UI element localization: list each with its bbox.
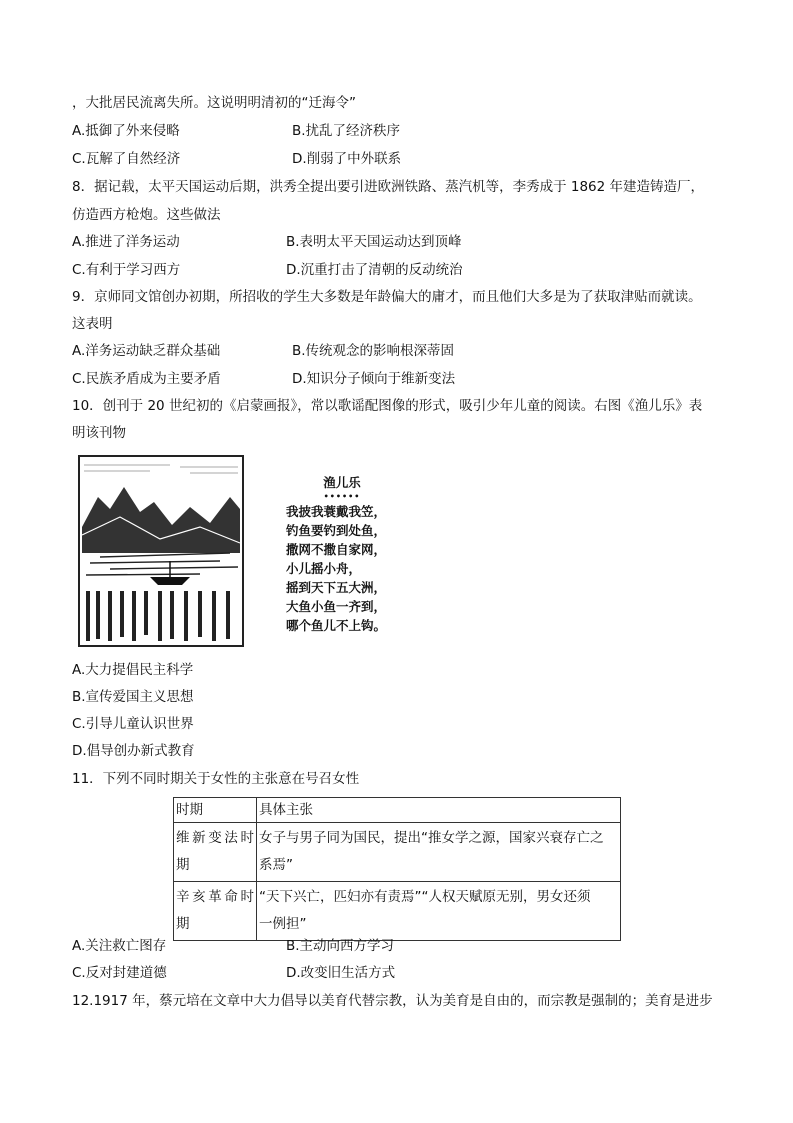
period-text: 辛亥革命时: [176, 889, 254, 905]
yuerle-woodcut-image: [78, 455, 244, 647]
q7-option-c: C.瓦解了自然经济: [72, 151, 181, 167]
q11-option-d: D.改变旧生活方式: [286, 965, 396, 981]
q7-stem: ，大批居民流离失所。这说明明清初的“迁海令”: [72, 95, 356, 111]
table-row: [174, 882, 621, 941]
q8-stem-line2: 仿造西方枪炮。这些做法: [72, 207, 221, 223]
q11-option-b: B.主动向西方学习: [286, 938, 395, 954]
landscape-illustration: [80, 457, 242, 645]
poem-title: 渔儿乐: [323, 475, 361, 490]
claim-text: 女子与男子同为国民，提出“推女学之源，国家兴衰存亡之: [259, 830, 604, 846]
q10-option-a: A.大力提倡民主科学: [72, 662, 194, 678]
q7-option-b: B.扰乱了经济秩序: [292, 123, 401, 139]
q9-option-b: B.传统观念的影响根深蒂固: [292, 343, 455, 359]
claim-text: 一例担”: [259, 916, 307, 932]
table-cell-claim: [257, 882, 621, 941]
table-cell-claim: [257, 823, 621, 882]
poem-ornament: ••••••: [323, 492, 361, 501]
q7-option-a: A.抵御了外来侵略: [72, 123, 180, 139]
yuerle-poem: [286, 473, 392, 635]
q11-stem: 11．下列不同时期关于女性的主张意在号召女性: [72, 771, 360, 787]
q10-stem-line1: 10．创刊于 20 世纪初的《启蒙画报》，常以歌谣配图像的形式，吸引少年儿童的阅读。右图《渔儿乐》表: [72, 398, 703, 414]
q9-option-a: A.洋务运动缺乏群众基础: [72, 343, 221, 359]
q8-stem-line1: 8．据记载，太平天国运动后期，洪秀全提出要引进欧洲铁路、蒸汽机等，李秀成于 1862 年建造铸造厂，: [72, 179, 705, 195]
table-header-period: 时期: [174, 798, 257, 823]
q12-stem-line1: 12.1917 年，蔡元培在文章中大力倡导以美育代替宗教，认为美育是自由的，而宗教是强制的；美育是进步: [72, 993, 713, 1009]
table-header-row: [174, 798, 621, 823]
claim-text: 系焉”: [259, 857, 293, 873]
poem-line: 钓鱼要钓到处鱼，: [286, 523, 387, 538]
q10-option-d: D.倡导创办新式教育: [72, 743, 195, 759]
poem-line: 我披我蓑戴我笠，: [286, 504, 387, 519]
q8-option-a: A.推进了洋务运动: [72, 234, 180, 250]
q10-option-c: C.引导儿童认识世界: [72, 716, 194, 732]
q11-option-a: A.关注救亡图存: [72, 938, 167, 954]
q11-option-c: C.反对封建道德: [72, 965, 167, 981]
table-cell-period: [174, 882, 257, 941]
q9-stem-line1: 9．京师同文馆创办初期，所招收的学生大多数是年龄偏大的庸才，而且他们大多是为了获取津贴而就读。: [72, 289, 702, 305]
period-text: 期: [176, 916, 190, 932]
table-header-claim: 具体主张: [257, 798, 621, 823]
poem-line: 撒网不撒自家网，: [286, 542, 387, 557]
q8-option-c: C.有利于学习西方: [72, 262, 181, 278]
table-row: [174, 823, 621, 882]
period-text: 维新变法时: [176, 830, 254, 846]
poem-line: 摇到天下五大洲，: [286, 580, 387, 595]
poem-line: 大鱼小鱼一齐到，: [286, 599, 387, 614]
claim-text: “天下兴亡，匹妇亦有责焉”“人权天赋原无别，男女还须: [259, 889, 591, 905]
q8-option-d: D.沉重打击了清朝的反动统治: [286, 262, 463, 278]
q10-option-b: B.宣传爱国主义思想: [72, 689, 194, 705]
q8-option-b: B.表明太平天国运动达到顶峰: [286, 234, 462, 250]
poem-line: 哪个鱼儿不上钩。: [286, 618, 387, 633]
q10-stem-line2: 明该刊物: [72, 425, 126, 441]
poem-line: 小儿摇小舟，: [286, 561, 362, 576]
q9-option-d: D.知识分子倾向于维新变法: [292, 371, 456, 387]
q9-stem-line2: 这表明: [72, 316, 113, 332]
period-text: 期: [176, 857, 190, 873]
q7-option-d: D.削弱了中外联系: [292, 151, 402, 167]
table-cell-period: [174, 823, 257, 882]
q9-option-c: C.民族矛盾成为主要矛盾: [72, 371, 221, 387]
q11-table: [173, 797, 621, 941]
